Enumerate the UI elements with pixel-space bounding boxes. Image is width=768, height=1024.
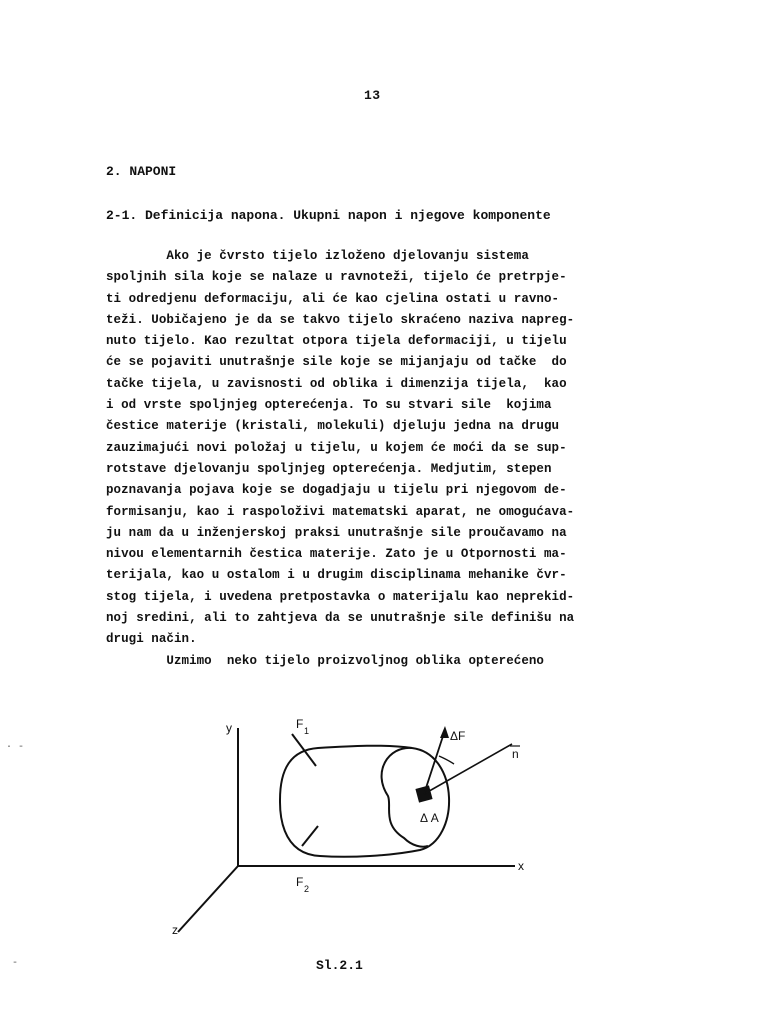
text-line: ti odredjenu deformaciju, ali će kao cjelina ostati u ravno-	[106, 291, 560, 306]
figure-caption: Sl.2.1	[316, 958, 363, 973]
body-paragraph	[106, 246, 636, 672]
text-line: zauzimajući novi položaj u tijelu, u kojem će moći da se sup-	[106, 440, 567, 455]
text-line: će se pojaviti unutrašnje sile koje se mijanjaju od tačke do	[106, 355, 567, 370]
text-line: Uzmimo neko tijelo proizvoljnog oblika opterećeno	[106, 653, 544, 668]
chapter-heading: 2. NAPONI	[106, 164, 177, 179]
text-line: poznavanja pojava koje se dogadjaju u tijelu pri njegovom de-	[106, 483, 567, 498]
text-line: nuto tijelo. Kao rezultat otpora tijela deformaciji, u tijelu	[106, 334, 567, 349]
text-line: spoljnih sila koje se nalaze u ravnoteži, tijelo će pretrpje-	[106, 270, 567, 285]
text-line: čestice materije (kristali, molekuli) djeluju jedna na drugu	[106, 419, 560, 434]
label-f2-sub: 2	[304, 884, 310, 894]
label-delta-a: Δ A	[420, 811, 439, 825]
label-normal: n	[512, 747, 519, 761]
text-line: rotstave djelovanju spoljnjeg opterećenja. Medjutim, stepen	[106, 461, 552, 476]
text-line: nivou elementarnih čestica materije. Zato je u Otpornosti ma-	[106, 547, 567, 562]
text-line: noj sredini, ali to zahtjeva da se unutrašnje sile definišu na	[106, 611, 575, 626]
label-delta-f: ΔF	[450, 729, 466, 743]
angle-arc	[439, 756, 454, 764]
section-heading: 2-1. Definicija napona. Ukupni napon i njegove komponente	[106, 208, 551, 223]
force-f1-arrow	[292, 734, 316, 766]
label-f1-sub: 1	[304, 726, 310, 736]
text-line: formisanju, kao i raspoloživi matematski aparat, ne omogućava-	[106, 504, 575, 519]
text-line: stog tijela, i uvedena pretpostavka o materijalu kao neprekid-	[106, 589, 575, 604]
z-axis	[178, 866, 238, 932]
text-line: Ako je čvrsto tijelo izloženo djelovanju sistema	[106, 249, 529, 263]
text-line: i od vrste spoljnjeg opterećenja. To su stvari sile kojima	[106, 398, 552, 413]
label-x: x	[518, 859, 524, 873]
margin-mark: · ‐	[6, 742, 25, 753]
text-line: terijala, kao u ostalom i u drugim disciplinama mehanike čvr-	[106, 568, 567, 583]
margin-mark: ‐	[12, 958, 19, 969]
label-f2: F	[296, 875, 304, 889]
label-y: y	[226, 721, 232, 735]
force-f2-arrow	[302, 826, 318, 846]
page-number: 13	[364, 88, 381, 103]
text-line: ju nam da u inženjerskoj praksi unutrašnje sile proučavamo na	[106, 525, 567, 540]
text-line: drugi način.	[106, 632, 197, 647]
label-z: z	[172, 923, 178, 937]
text-line: teži. Uobičajeno je da se takvo tijelo skraćeno naziva napreg-	[106, 312, 575, 327]
stress-figure	[160, 710, 560, 950]
text-line: tačke tijela, u zavisnosti od oblika i dimenzija tijela, kao	[106, 376, 567, 391]
label-f1: F	[296, 717, 304, 731]
arrowhead-icon	[440, 726, 449, 738]
stress-diagram	[160, 710, 560, 945]
